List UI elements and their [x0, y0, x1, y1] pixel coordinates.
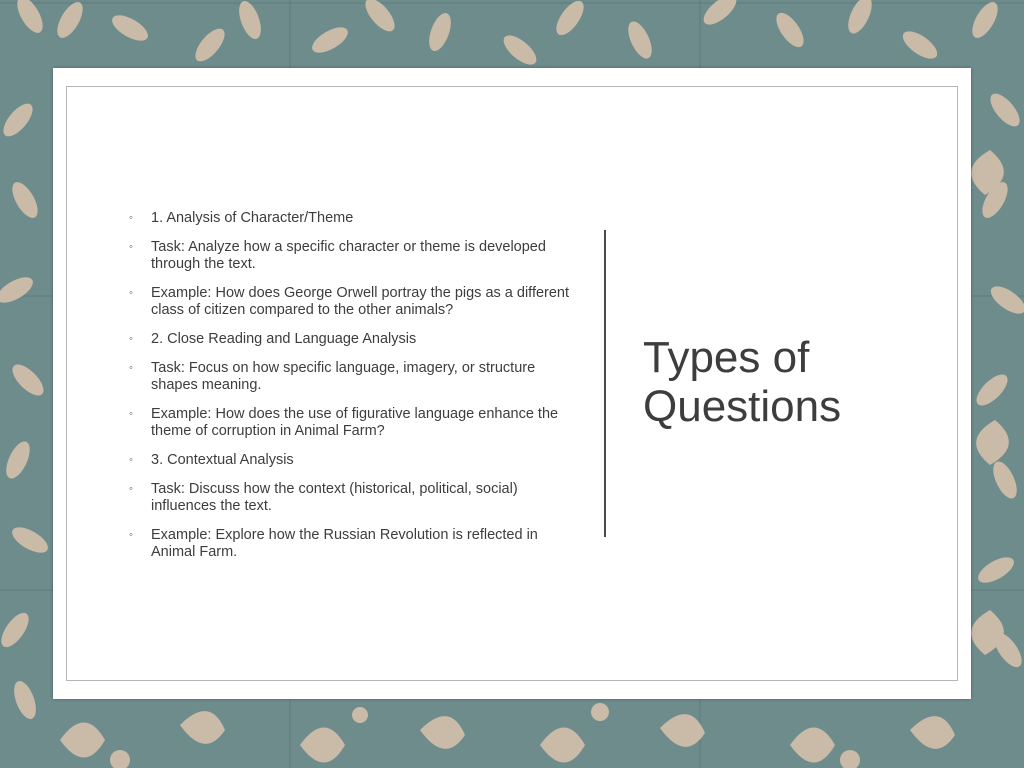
bullet-text: 3. Contextual Analysis [151, 452, 294, 468]
bullet-list [125, 210, 575, 573]
bullet-icon: ◦ [129, 529, 133, 541]
bullet-icon: ◦ [129, 241, 133, 253]
bullet-icon: ◦ [129, 408, 133, 420]
vertical-divider [604, 230, 606, 537]
bullet-icon: ◦ [129, 362, 133, 374]
list-item [125, 527, 575, 561]
list-item [125, 452, 575, 469]
bullet-icon: ◦ [129, 287, 133, 299]
bullet-icon: ◦ [129, 483, 133, 495]
bullet-text: 2. Close Reading and Language Analysis [151, 331, 417, 347]
bullet-icon: ◦ [129, 333, 133, 345]
slide [53, 68, 971, 699]
bullet-text: Example: Explore how the Russian Revolution is reflected in Animal Farm. [151, 527, 538, 560]
bullet-text: 1. Analysis of Character/Theme [151, 210, 354, 226]
list-item [125, 406, 575, 440]
bullet-icon: ◦ [129, 454, 133, 466]
list-item [125, 360, 575, 394]
list-item [125, 331, 575, 348]
slide-title-line-2: Questions [643, 382, 842, 431]
bullet-text: Task: Focus on how specific language, imagery, or structure shapes meaning. [151, 360, 536, 393]
list-item [125, 285, 575, 319]
bullet-text: Task: Discuss how the context (historical, political, social) influences the text. [151, 481, 518, 514]
bullet-text: Example: How does George Orwell portray the pigs as a different class of citizen compared to the other animals? [151, 285, 570, 318]
bullet-text: Example: How does the use of figurative language enhance the theme of corruption in Animal Farm? [151, 406, 559, 439]
slide-title-line-1: Types of [643, 333, 810, 382]
list-item [125, 239, 575, 273]
slide-title [643, 333, 943, 431]
list-item [125, 210, 575, 227]
bullet-text: Task: Analyze how a specific character or theme is developed through the text. [151, 239, 546, 272]
list-item [125, 481, 575, 515]
bullet-icon: ◦ [129, 212, 133, 224]
